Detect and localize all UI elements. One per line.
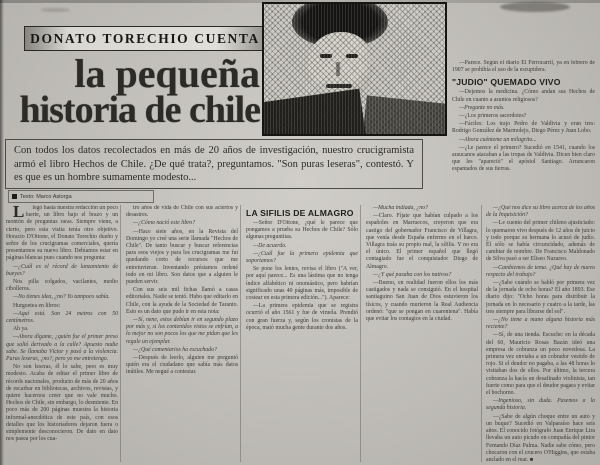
body-paragraph: —Hace siete años, en la Revista del Domingo yo creé una serie llamada "Hechos de Chile". De tanto buscar y buscar referencias para esos viejos y para los crucigramas me fui quedando corto de recursos que me entretuvieran. Inventando préstamos ordené todo en mi libro. Son datos que a alguien le pueden servir. — [126, 228, 238, 286]
section-subhead: "JUDIO" QUEMADO VIVO — [452, 77, 561, 88]
body-paragraph: Nos pilla colgados, vacilantes, medio cibolleros. — [6, 279, 118, 293]
body-paragraph: —¿Le parece el primero? Sucedió en 1541, cuando los araucanos atacaban a las tropas de Valdivia. Dicen bien claro que les "apareció" el apóstol Santiago. Arrancaron espantados de sus tierras. — [452, 144, 595, 173]
byline-text: Texto: Marco Astorga — [20, 193, 72, 200]
body-paragraph: —Fáciles: Los trajo Pedro de Valdivia y eran tres: Rodrigo González de Marmolejo, Diego Pérez y Juan Lobo. — [452, 121, 595, 135]
body-paragraph: —¿Qué nos dice su libro acerca de los años de la Inquisición? — [486, 205, 595, 219]
body-paragraph: —Después de leerlo, alguien me preguntó quién era el ciudadano que sabía más datos inútiles. Me negué a contestar. — [126, 355, 238, 376]
body-paragraph: —La primera epidemia que se registra ocurrió el año 1561 y fue de viruela. Prendió con gran fuerza y, según los cronistas de la época, mató mucha gente durante dos años. — [246, 303, 358, 331]
column-rule — [481, 205, 482, 462]
body-paragraph: —¿Cómo nació este libro? — [133, 220, 196, 227]
body-paragraph: —De acuerdo. — [253, 242, 287, 249]
kicker-box — [24, 26, 266, 51]
section-subhead: LA SIFILIS DE ALMAGRO — [246, 208, 354, 218]
scan-smudge — [500, 2, 570, 12]
body-paragraph: —¿Cuál es el récord de lanzamiento de bueyes? — [6, 263, 118, 277]
byline — [8, 190, 154, 203]
body-paragraph: L legó hasta nuestra redacción un poco fuerte, un libro bajo el brazo y un montón de preguntas raras. Siempre viene, a cierto, pero esta visita tenía otro objetivo. Horacio D'Ottone, el Donato Torechio dueño y señor de los crucigramas comerciales, quería presentarnos su nuevo libro. Debíamos estar en páginas blancas pues cuando nos pregunta: — [6, 205, 118, 262]
body-paragraph: No son leseras, él lo sabe, pero es muy modesto. Acaba de editar el primer libro de récords nacionales, producto de más de 20 años de escarbar en bibliotecas, archivos, revistas, y quiere hacernos creer que no vale mucho. Hechos de Chile, sin embargo, lo desmiente. En poco más de 200 páginas muestra la historia informal-anecdótica de este país, con esos detalles que los historiadores dejaron fuera o simplemente desconocieron. De dato en dato nos pasea por los cua- — [6, 364, 118, 443]
body-paragraph: —Sí, nene, estos debían ir en segundo plazo por más y, si los contenidos vistos se enfrían, a lo mejor no son pocos los que me pidan que les regale un ejemplar. — [126, 317, 238, 345]
body-paragraph: —¿Los primeros sacerdotes? — [459, 113, 527, 120]
body-column-5 — [486, 205, 595, 462]
scan-edge-shadow — [0, 0, 4, 465]
portrait-photo — [262, 2, 447, 136]
body-paragraph: —¿Cuál fue la primera epidemia que soportamos? — [246, 250, 358, 265]
body-paragraph: —Aquí está. Son 24 metros con 50 centímetros. — [6, 310, 118, 325]
body-paragraph: —Parece. Según el diario El Ferrocarril, ya en febrero de 1907 se prohibía el uso de la escupidera. — [452, 60, 595, 74]
body-paragraph: —¿Sabe de algún choque entre un auto y un buque? Sucedió en Valparaíso hace seis años. El conocido fotógrafo Juan Enrique Lira llevaba un auto picudo en compañía del pintor Fernando Díaz Palma. Nadie sabe cómo, pero chocaron con el crucero O'Higgins, que estaba anclado en el mar. ■ — [486, 413, 595, 462]
body-paragraph: —Cambiemos de tema. ¿Qué hay de nuevo respecto del trabajo? — [486, 264, 595, 278]
body-paragraph: —Dejemos la medicina. ¿Cómo andan sus Hechos de Chile en cuanto a asuntos religiosos? — [452, 89, 595, 103]
body-paragraph: Ah ya. — [13, 326, 29, 333]
column-rule — [120, 205, 121, 462]
body-paragraph: Con sus seis mil fichas llamó a casas editoriales. Nadie se tentó. Hubo que editarlo en Chile, con la ayuda de la Sociedad de Taranto. Esto es un dato que pudo ir en esta nota: — [126, 287, 238, 315]
body-column-2 — [126, 205, 238, 462]
body-paragraph: —Sí, de una tienda. Escuche: en la década del 60, Mauricio Rosas Bazán ideó una empresa de cobranza un poco novedosa. La primera vez enviaba a un cobrador vestido de rojo. Si el deudor no pagaba, a las 48 horas lo visitaban dos de ellos. Por último, la tercera cobranza la hacía un desafinado violinista, tan fuerte como para que el deudor pagara y evitar el bochorno. — [486, 332, 595, 397]
body-paragraph: —Le cuento del primer chileno ajusticiado: lo quemaron vivo después de 12 años de juicio y todo porque su hermana lo acusó de judío. Él sólo se había circuncidado, además de cambiar de nombre. De Francisco Maldonado de Silva pasó a ser Eliseo Nazareo. — [486, 220, 595, 263]
body-paragraph: —Bueno, en realidad fueron ellos los más castigados y nada se consiguió. En el hospital santiaguino San Juan de Dios estuvieron los tísicos, y cuando murieron la Real Audiencia ordenó: "que se pongan en cuarentena". Había que evitar los contagios en la ciudad. — [366, 280, 478, 323]
right-rail-top — [452, 60, 595, 202]
photo-grain-texture — [264, 4, 445, 134]
body-paragraph: —Mucha indiada, ¿no? — [373, 205, 428, 211]
body-paragraph: Se pone los lentes, revisa el libro ("A ver, por aquí parece... Es una lástima que no tenga índice alfabético ni onomástico, pero habrían significado unas 40 páginas más, imposible de costear en esta primera edición..."). Aparece: — [246, 266, 358, 302]
body-column-3 — [246, 205, 358, 462]
drop-cap: L — [13, 205, 25, 221]
lede-text: Con todos los datos recolectados en más de 20 años de investigación, nuestro crucigramista armó el libro Hechos de Chile. ¿De qué trata?, preguntamos. "Son puras leseras", contestó. Y es que es un hombre sumamente modesto... — [14, 145, 414, 183]
body-paragraph: —Ingenioso, sin duda. Pasemos a la segunda historia. — [486, 398, 595, 412]
lede-box — [5, 139, 423, 189]
headline-line-1: la pequeña — [74, 51, 260, 96]
body-paragraph: —Ahora cuénteme un milagrito... — [459, 136, 537, 143]
body-paragraph: —Claro. Fíjate que habían culpado a los españoles en Marruecos, creyeron que era castigo del gobernador Francisco de Villagra, que venía desde España enfermo en el barco. Villagra traía su propio mal, la sífilis. Y no era el único. El primer español que llegó contagiado fue el conquistador Diego de Almagro. — [366, 213, 478, 270]
body-paragraph: —¿Sabe cuándo se habló por primera vez de la jornada de ocho horas? El año 1893. Ese diario dijo: "Ocho horas para distribuir la jornada en lo necesario y cuatro a la tarde, las tres siempre para librarse del sol". — [486, 280, 595, 315]
body-paragraph: —No tienes idea, ¿no? Yo tampoco sabía. — [13, 294, 110, 301]
body-paragraph: —¿Y qué pasaba con los nativos? — [373, 271, 452, 278]
body-paragraph: Hurguetea en libros: — [13, 302, 61, 309]
kicker-text: DONATO TORECHIO CUENTA — [30, 30, 260, 46]
body-paragraph: —Ahora dígame, ¿quién fue el primer preso que salió derivado a la calle? Apuesto nadie sabe. Se llamaba Víctor y pasó a la violencia. Puras leseras, ¿no?, pero yo me entretengo. — [6, 334, 118, 363]
body-paragraph: —¿No tiene a mano alguna historia más reciente? — [486, 317, 595, 331]
column-rule — [240, 205, 241, 462]
body-column-1 — [6, 205, 118, 462]
scan-smudge — [40, 8, 70, 12]
headline — [8, 51, 260, 131]
body-paragraph: tro años de vida de Chile con sus aciertos y desastres. — [126, 205, 238, 219]
column-rule — [360, 205, 361, 462]
byline-marker-icon — [12, 194, 17, 199]
body-column-4 — [366, 205, 478, 462]
body-paragraph: —Pregunte no más. — [459, 104, 505, 111]
headline-line-2: historia de chile — [19, 89, 260, 131]
body-paragraph: —Señor D'Ottone, ¿qué le parece que pongamos a prueba su Hechos de Chile? Sólo algunas preguntitas. — [246, 220, 358, 241]
body-paragraph: —¿Qué comentarios ha escuchado? — [133, 346, 217, 353]
